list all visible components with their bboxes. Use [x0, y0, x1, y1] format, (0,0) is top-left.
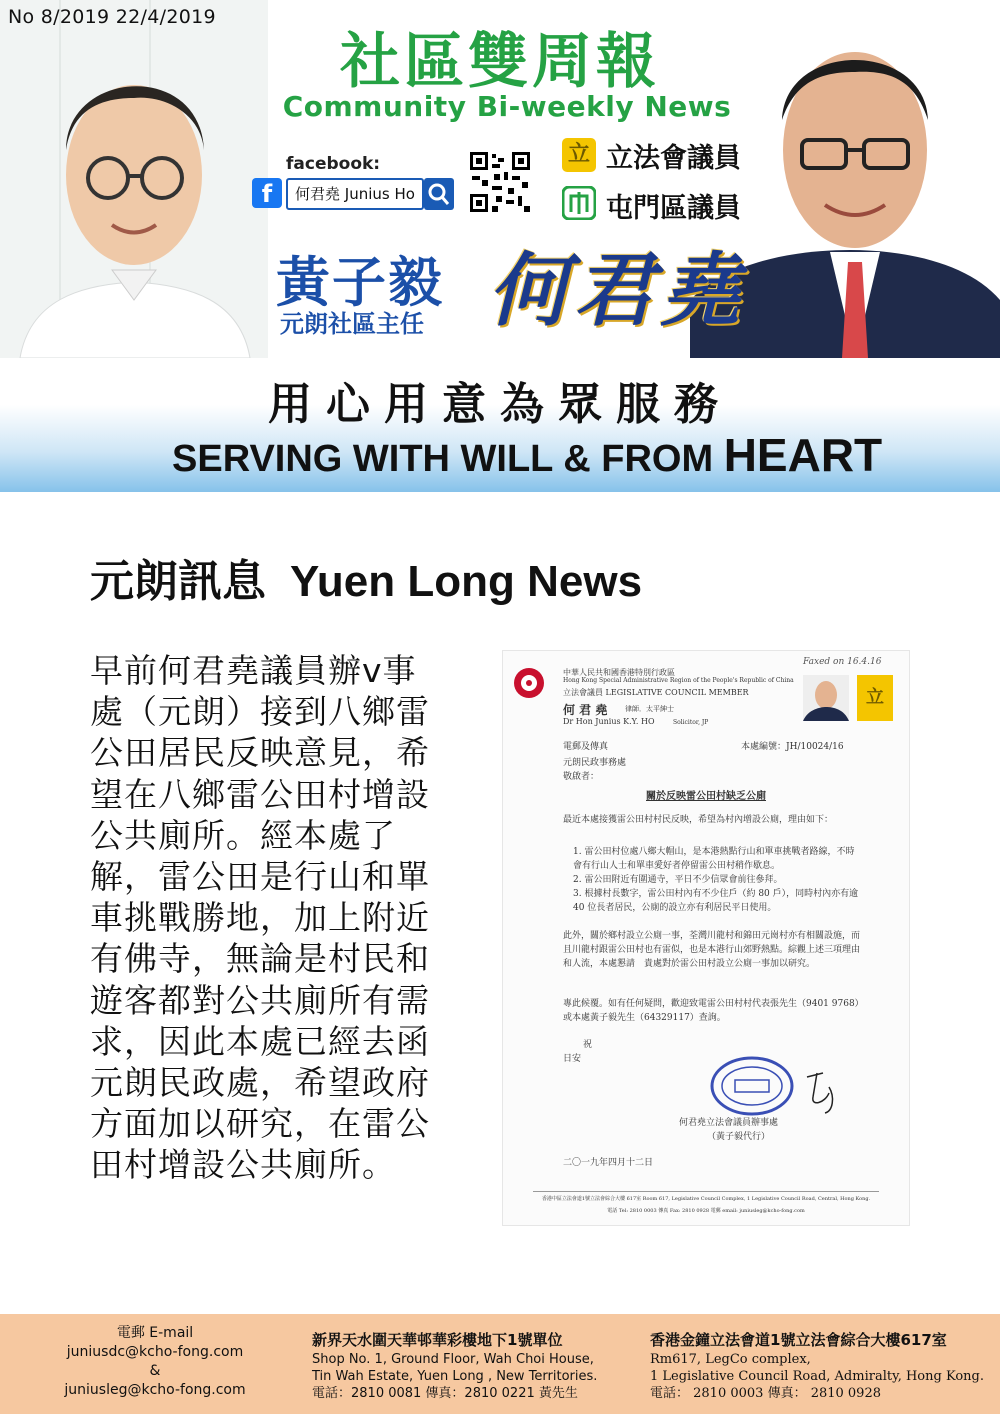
facebook-icon: f — [252, 178, 282, 208]
letter-greeting: 敬啟者： — [563, 772, 600, 782]
letter-closing-1: 祝 — [583, 1040, 593, 1050]
footer-email-amp: & — [149, 1363, 161, 1379]
community-officer-photo — [0, 0, 268, 358]
letter-footer-contact: 電話 Tel: 2810 0003 傳真 Fax: 2810 0928 電郵 email: juniusleg@kcho-fong.com — [607, 1208, 805, 1214]
letter-name-en: Dr Hon Junius K.Y. HO — [563, 717, 655, 726]
footer-yl-line1: Shop No. 1, Ground Floor, Wah Choi House, — [312, 1352, 594, 1367]
letter-sender-delegate: （黃子毅代行） — [707, 1132, 771, 1142]
role-district-council: 屯門區議員 — [606, 193, 741, 224]
letter-legco-badge: 立 — [857, 675, 893, 721]
section-title — [90, 545, 642, 609]
footer-yl-title: 新界天水圍天華邨華彩樓地下1號單位 — [312, 1331, 563, 1349]
footer-hk-address — [650, 1332, 990, 1402]
letter-footer-address: 香港中區立法會道1號立法會綜合大樓 617室 Room 617, Legislative Council Complex, 1 Legislative Council Road, Central, Hong Kong. — [541, 1196, 871, 1202]
officer-title: 元朗社區主任 — [280, 310, 424, 338]
district-council-icon — [562, 186, 596, 220]
letter-image — [502, 650, 910, 1226]
letter-name-cn: 何 君 堯 — [563, 703, 608, 717]
letter-portrait — [803, 675, 849, 721]
letter-subject: 關於反映雷公田村缺乏公廁 — [646, 791, 766, 802]
letter-item-1-text: 雷公田村位處八鄉大帽山，是本港熱點行山和單車挑戰者路線，不時會有行山人士和單車愛好者停留雷公田村稍作歇息。 — [573, 847, 855, 871]
issue-number-date: No 8/2019 22/4/2019 — [8, 6, 216, 28]
facebook-search-field[interactable]: 何君堯 Junius Ho — [286, 178, 424, 210]
search-icon[interactable] — [424, 178, 454, 210]
slogan-english — [172, 428, 882, 482]
letter-gov-cn: 中華人民共和國香港特別行政區 — [563, 668, 675, 677]
masthead-subtitle: Community Bi-weekly News — [282, 90, 732, 123]
footer-yl-line3: 電話：2810 0081 傳真：2810 0221 黃先生 — [312, 1386, 578, 1401]
masthead-title: 社區雙周報 — [340, 27, 660, 97]
letter-footer-rule — [533, 1191, 879, 1192]
letter-item-3: 3. 根據村長數字，雷公田村內有不少住戶（約 80 戶），同時村內亦有逾 40 位長者居民，公廁的設立亦有利居民平日使用。 — [573, 889, 859, 913]
section-title-en: Yuen Long News — [290, 557, 643, 606]
letter-paragraph-3: 專此候覆。如有任何疑問，歡迎致電雷公田村村代表張先生（9401 9768）或本處黃子毅先生（64329117）查詢。 — [563, 999, 860, 1023]
facebook-search-box[interactable] — [252, 176, 452, 210]
letter-paragraph-1: 最近本處接獲雷公田村村民反映，希望為村內增設公廁，理由如下： — [563, 815, 834, 825]
role-legco: 立法會議員 — [606, 143, 741, 174]
footer-hk-line1: Rm617, LegCo complex, — [650, 1352, 811, 1367]
footer-hk-line3: 電話： 2810 0003 傳真： 2810 0928 — [650, 1386, 881, 1401]
letter-name-title: 律師．太平紳士 — [625, 705, 674, 713]
letter-item-2-text: 雷公田附近有圍通寺，平日不少信眾會前往參拜。 — [584, 875, 783, 885]
contact-footer — [0, 1314, 1000, 1414]
letter-sender: 何君堯立法會議員辦事處 — [679, 1118, 779, 1128]
footer-yuen-long-address — [312, 1332, 632, 1402]
slogan-chinese: 用心用意為眾服務 — [268, 379, 732, 430]
handwritten-signature-icon — [803, 1067, 843, 1117]
letter-member: 立法會議員 LEGISLATIVE COUNCIL MEMBER — [563, 688, 749, 697]
facebook-label: facebook: — [286, 154, 381, 174]
letter-ref: 本處編號：JH/10024/16 — [741, 742, 844, 752]
footer-email-2[interactable]: juniusleg@kcho-fong.com — [64, 1382, 246, 1398]
slogan-english-heart: HEART — [723, 429, 883, 481]
letter-gov-en: Hong Kong Special Administrative Region of the People's Republic of China — [563, 677, 794, 684]
legco-emblem-icon: 立 — [562, 138, 596, 172]
footer-email-1[interactable]: juniusdc@kcho-fong.com — [66, 1344, 244, 1360]
letter-item-1: 1. 雷公田村位處八鄉大帽山，是本港熱點行山和單車挑戰者路線，不時會有行山人士和單車愛好者停留雷公田村稍作歇息。 — [573, 847, 855, 871]
letter-item-2: 2. 雷公田附近有圍通寺，平日不少信眾會前往參拜。 — [573, 875, 783, 885]
qr-code-icon[interactable] — [468, 150, 532, 214]
letter-date: 二〇一九年四月十二日 — [563, 1158, 654, 1168]
officer-name: 黃子毅 — [276, 251, 444, 314]
letter-fax-label: 電郵及傳真 — [563, 742, 609, 752]
letter-handwritten-note: Faxed on 16.4.16 — [803, 657, 882, 667]
hksar-emblem-icon — [513, 667, 545, 699]
section-title-cn: 元朗訊息 — [90, 556, 266, 607]
letter-closing-2: 日安 — [563, 1054, 582, 1064]
letter-name-en-title: Solicitor, JP — [673, 719, 709, 726]
footer-yl-line2: Tin Wah Estate, Yuen Long , New Territories. — [312, 1369, 598, 1384]
letter-item-3-text: 根據村長數字，雷公田村內有不少住戶（約 80 戶），同時村內亦有逾 40 位長者居民，公廁的設立亦有利居民平日使用。 — [573, 889, 859, 913]
letter-paragraph-2: 此外，關於鄉村設立公廁一事，荃灣川龍村和錦田元崗村亦有相關設施，而且川龍村跟雷公田村也有雷似，也是本港行山郊野熱點。綜觀上述三項理由和人流，本處懇請 貴處對於雷公田村設立公廁一事加以研究。 — [563, 931, 861, 969]
footer-hk-line2: 1 Legislative Council Road, Admiralty, Hong Kong. — [650, 1369, 984, 1384]
footer-email-block — [40, 1324, 270, 1400]
footer-hk-title: 香港金鐘立法會道1號立法會綜合大樓617室 — [650, 1331, 947, 1349]
footer-email-label: 電郵 E-mail — [116, 1325, 194, 1341]
letter-to: 元朗民政事務處 — [563, 758, 627, 768]
article-body: 早前何君堯議員辦v事處（元朗）接到八鄉雷公田居民反映意見，希望在八鄉雷公田村增設公共廁所。經本處了解，雷公田是行山和單車挑戰勝地，加上附近有佛寺，無論是村民和遊客都對公共廁所有需求，因此本處已經去函元朗民政處，希望政府方面加以研究，在雷公田村增設公共廁所。 — [90, 651, 430, 1185]
legislator-signature-logo: 何君堯 — [488, 243, 746, 337]
slogan-english-part1: SERVING WITH WILL & FROM — [172, 438, 714, 480]
